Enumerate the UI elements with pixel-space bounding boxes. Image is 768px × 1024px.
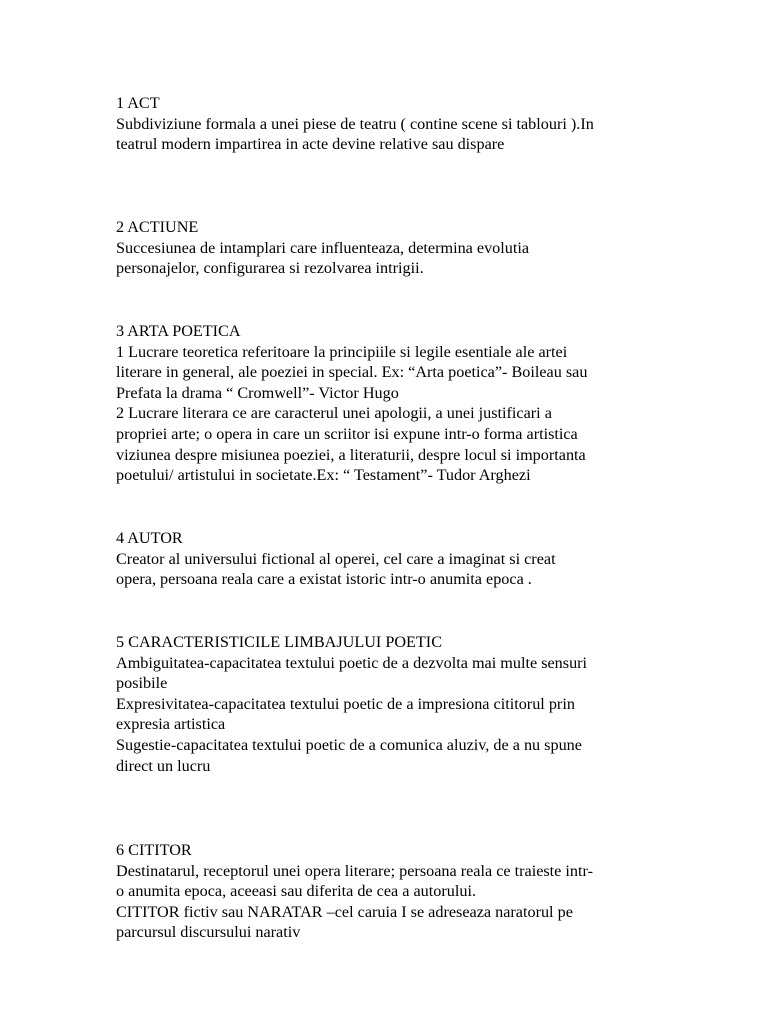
entry-text-line: 1 Lucrare teoretica referitoare la principiile si legile esentiale ale artei	[116, 342, 568, 361]
entry-arta-poetica	[116, 321, 676, 486]
entry-text-line: direct un lucru	[116, 756, 211, 775]
entry-caracteristicile-limbajului-poetic	[116, 632, 676, 776]
entry-text-line: personajelor, configurarea si rezolvarea intrigii.	[116, 259, 424, 278]
entry-heading: 4 AUTOR	[116, 529, 183, 547]
entry-text-line: Creator al universului fictional al operei, cel care a imaginat si creat	[116, 549, 556, 568]
entry-text-line: expresia artistica	[116, 715, 226, 734]
entry-text-line: opera, persoana reala care a existat istoric intr-o anumita epoca .	[116, 570, 532, 589]
entry-autor	[116, 528, 676, 590]
entry-text-line: Ambiguitatea-capacitatea textului poetic de a dezvolta mai multe sensuri	[116, 653, 588, 672]
entry-text-line: Expresivitatea-capacitatea textului poetic de a impresiona cititorul prin	[116, 694, 575, 713]
entry-text-line: propriei arte; o opera in care un scriitor isi expune intr-o forma artistica	[116, 424, 578, 443]
entry-cititor	[116, 840, 676, 943]
entry-text-line: literare in general, ale poeziei in special. Ex: “Arta poetica”- Boileau sau	[116, 363, 588, 382]
entry-act	[116, 93, 676, 155]
entry-text-line: posibile	[116, 674, 168, 693]
entry-heading: 1 ACT	[116, 94, 160, 112]
entry-heading: 3 ARTA POETICA	[116, 322, 241, 340]
entry-heading: 6 CITITOR	[116, 841, 192, 859]
entry-text-line: 2 Lucrare literara ce are caracterul unei apologii, a unei justificari a	[116, 404, 552, 423]
entry-text-line: Subdiviziune formala a unei piese de teatru ( contine scene si tablouri ).In	[116, 114, 594, 133]
entry-text-line: Destinatarul, receptorul unei opera literare; persoana reala ce traieste intr-	[116, 861, 593, 880]
entry-text-line: Prefata la drama “ Cromwell”- Victor Hugo	[116, 383, 399, 402]
entry-text-line: poetului/ artistului in societate.Ex: “ Testament”- Tudor Arghezi	[116, 466, 531, 485]
entry-text-line: o anumita epoca, aceeasi sau diferita de cea a autorului.	[116, 882, 476, 901]
entry-heading: 5 CARACTERISTICILE LIMBAJULUI POETIC	[116, 633, 442, 651]
entry-text-line: CITITOR fictiv sau NARATAR –cel caruia I se adreseaza naratorul pe	[116, 902, 573, 921]
entry-text-line: Succesiunea de intamplari care influenteaza, determina evolutia	[116, 238, 530, 257]
entry-heading: 2 ACTIUNE	[116, 218, 199, 236]
entry-text-line: Sugestie-capacitatea textului poetic de a comunica aluziv, de a nu spune	[116, 735, 582, 754]
entry-text-line: parcursul discursului narativ	[116, 923, 301, 942]
entry-actiune	[116, 217, 676, 279]
entry-text-line: viziunea despre misiunea poeziei, a literaturii, despre locul si importanta	[116, 445, 586, 464]
entry-text-line: teatrul modern impartirea in acte devine relative sau dispare	[116, 135, 505, 154]
